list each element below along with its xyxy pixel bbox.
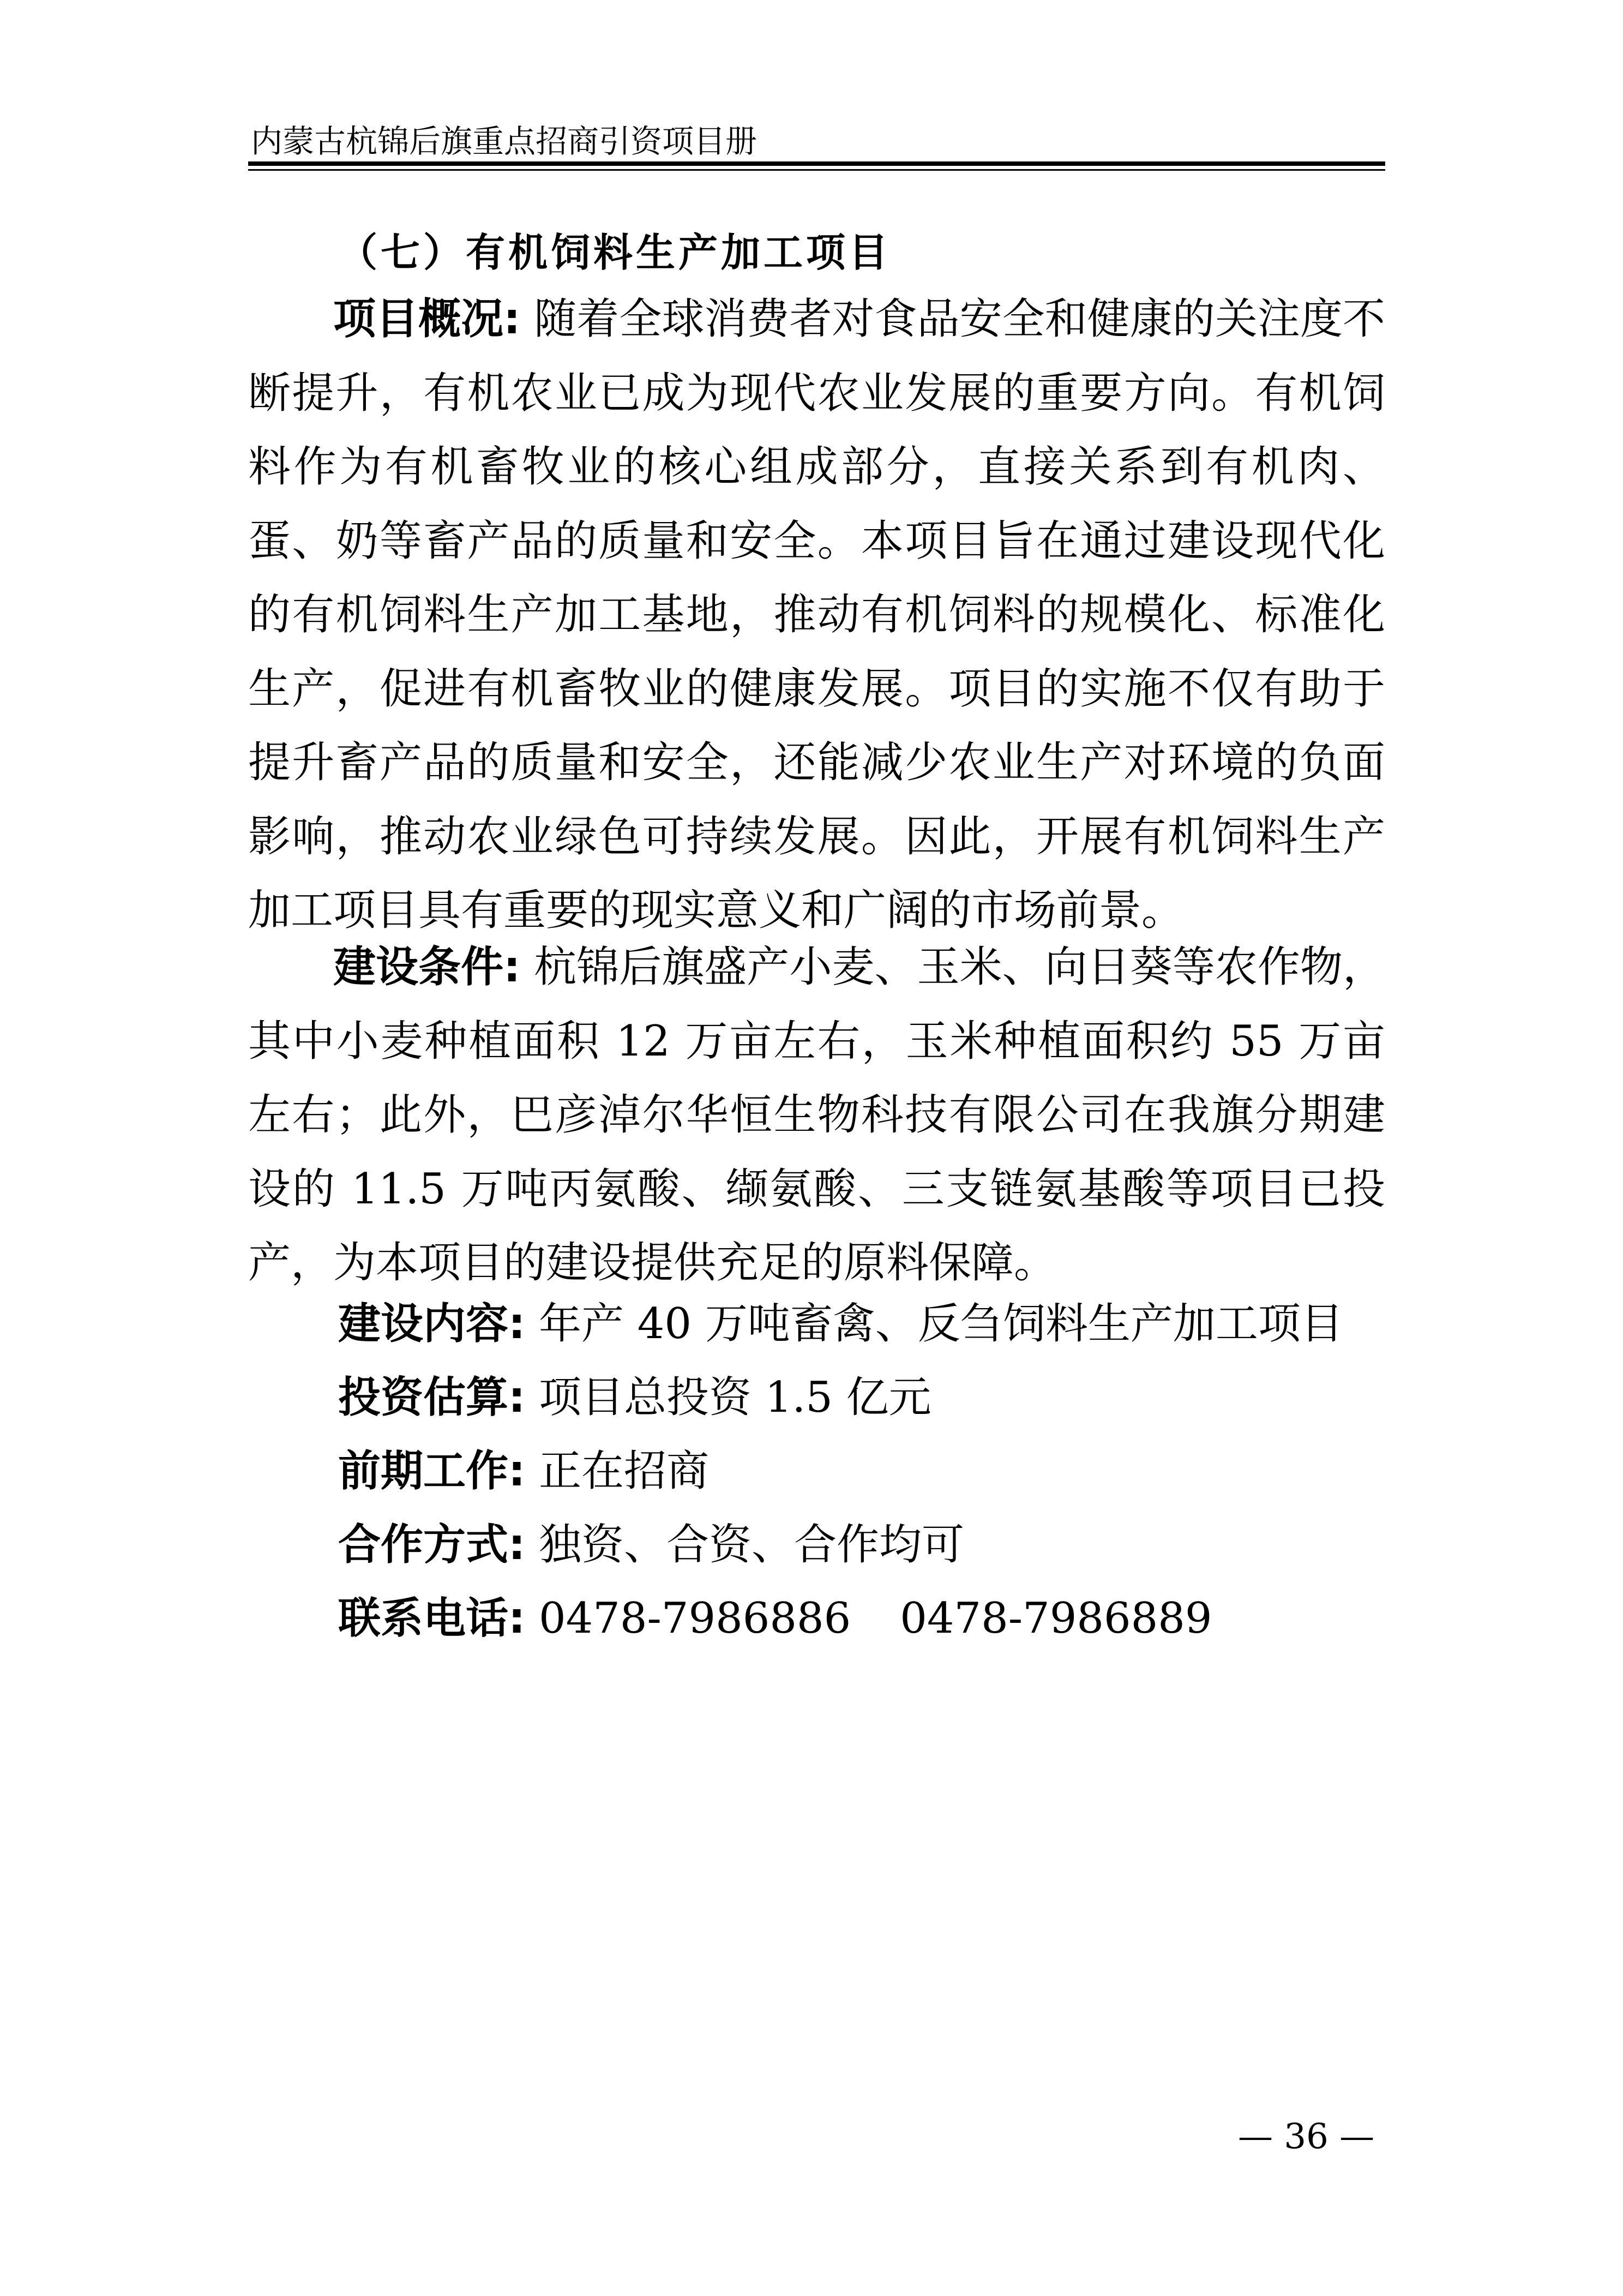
contact-label: 联系电话: [338, 1594, 526, 1643]
conditions-paragraph [248, 931, 1385, 1300]
page-number: — 36 — [1238, 2117, 1375, 2157]
cooperation-label: 合作方式: [338, 1520, 526, 1569]
investment-value: 项目总投资 1.5 亿元 [539, 1373, 931, 1422]
content-value: 年产 40 万吨畜禽、反刍饲料生产加工项目 [539, 1299, 1343, 1348]
conditions-text: 杭锦后旗盛产小麦、玉米、向日葵等农作物，其中小麦种植面积 12 万亩左右，玉米种植面积约 55 万亩左右；此外，巴彦淖尔华恒生物科技有限公司在我旗分期建设的 11.5 万吨丙氨酸、缬氨酸、三支链氨基酸等项目已投产，为本项目的建设提供充足的原料保障。 [248, 943, 1385, 1287]
header-rule-thin [248, 169, 1385, 171]
content-line [338, 1287, 1343, 1361]
cooperation-value: 独资、合资、合作均可 [539, 1520, 965, 1569]
content-label: 建设内容: [338, 1299, 526, 1348]
cooperation-line [338, 1508, 964, 1582]
progress-line [338, 1435, 709, 1508]
investment-label: 投资估算: [338, 1373, 526, 1422]
overview-paragraph [248, 283, 1385, 948]
overview-text: 随着全球消费者对食品安全和健康的关注度不断提升，有机农业已成为现代农业发展的重要方向。有机饲料作为有机畜牧业的核心组成部分，直接关系到有机肉、蛋、奶等畜产品的质量和安全。本项目旨在通过建设现代化的有机饲料生产加工基地，推动有机饲料的规模化、标准化生产，促进有机畜牧业的健康发展。项目的实施不仅有助于提升畜产品的质量和安全，还能减少农业生产对环境的负面影响，推动农业绿色可持续发展。因此，开展有机饲料生产加工项目具有重要的现实意义和广阔的市场前景。 [248, 295, 1385, 935]
progress-value: 正在招商 [539, 1447, 710, 1496]
section-heading: （七）有机饲料生产加工项目 [338, 230, 892, 275]
conditions-label: 建设条件: [333, 943, 521, 992]
overview-label: 项目概况: [333, 295, 521, 344]
progress-label: 前期工作: [338, 1447, 526, 1496]
header-rule-thick [248, 161, 1385, 166]
investment-line [338, 1361, 931, 1435]
contact-phone-2: 0478-7986889 [900, 1594, 1212, 1643]
running-header-title: 内蒙古杭锦后旗重点招商引资项目册 [251, 123, 758, 160]
contact-line [338, 1582, 1212, 1656]
contact-phone-1: 0478-7986886 [539, 1594, 851, 1643]
